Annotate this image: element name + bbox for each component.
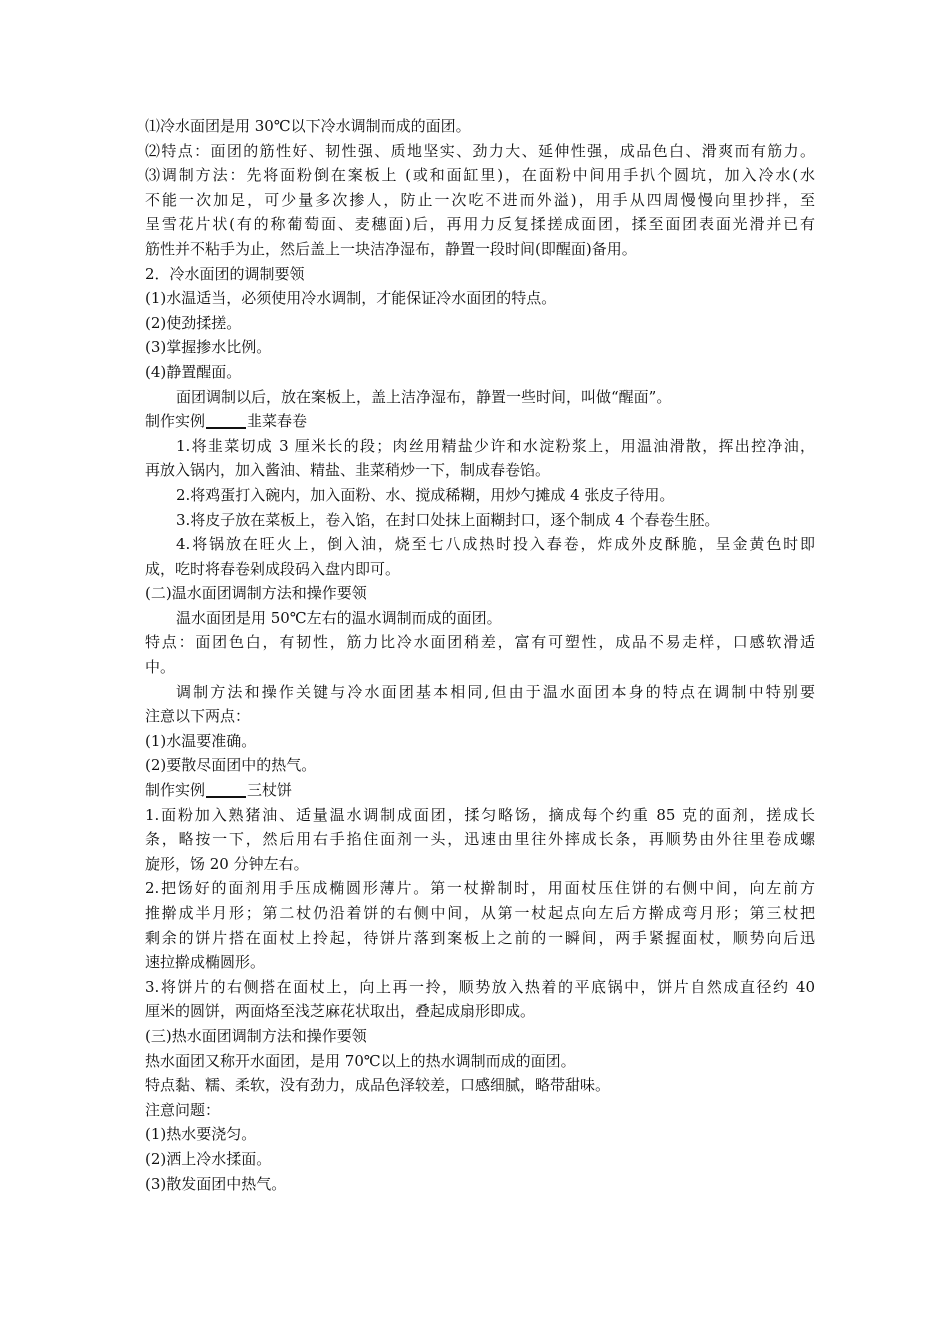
text-line: 面团调制以后，放在案板上，盖上洁净湿布，静置一些时间，叫做“醒面”。 [176, 387, 672, 406]
text-line: ⑴冷水面团是用 30℃以下冷水调制而成的面团。 [145, 117, 471, 135]
example-label: 制作实例 [145, 781, 206, 800]
text-line: 1.将韭菜切成 3 厘米长的段；肉丝用精盐少许和水淀粉浆上，用温油滑散，挥出控净油， [176, 436, 815, 455]
text-line: 3.将皮子放在菜板上，卷入馅，在封口处抹上面糊封口，逐个制成 4 个春卷生胚。 [176, 510, 720, 529]
text-line: (1)水温适当，必须使用冷水调制，才能保证冷水面团的特点。 [145, 289, 557, 308]
text-line: 热水面团又称开水面团，是用 70℃以上的热水调制而成的面团。 [145, 1051, 576, 1070]
text-line: 温水面团是用 50℃左右的温水调制而成的面团。 [176, 608, 502, 627]
text-line: 注意以下两点： [145, 707, 251, 726]
text-line: (2)要散尽面团中的热气。 [145, 756, 317, 775]
text-line: 推擀成半月形；第二杖仍沿着饼的右侧中间，从第一杖起点向左后方擀成弯月形；第三杖把 [145, 904, 815, 922]
section-heading: (二)温水面团调制方法和操作要领 [145, 584, 367, 603]
text-line: 1.面粉加入熟猪油、适量温水调制成面团，揉匀略饧，摘成每个约重 85 克的面剂，搓成长 [145, 805, 815, 824]
example-heading [145, 409, 815, 434]
text-line: (2)使劲揉搓。 [145, 313, 242, 332]
example-heading [145, 778, 815, 803]
example-label: 制作实例 [145, 412, 206, 431]
text-line: 中。 [145, 658, 176, 677]
document-body [145, 114, 815, 1196]
text-line: (3)掌握掺水比例。 [145, 338, 272, 357]
example-title: 三杖饼 [247, 781, 293, 800]
text-line: (4)静置醒面。 [145, 362, 242, 381]
text-line: 不能一次加足，可少量多次掺人，防止一次吃不进而外溢)，用手从四周慢慢向里抄拌，至 [145, 190, 815, 209]
text-line: 特点：面团色白，有韧性，筋力比冷水面团稍差，富有可塑性，成品不易走样，口感软滑适 [145, 633, 815, 652]
example-title: 韭菜春卷 [247, 412, 308, 431]
text-line: 速拉擀成椭圆形。 [145, 953, 266, 972]
text-line: 4.将锅放在旺火上，倒入油，烧至七八成热时投入春卷，炸成外皮酥脆，呈金黄色时即 [176, 535, 815, 554]
text-line: 成，吃时将春卷剁成段码入盘内即可。 [145, 559, 401, 578]
text-line: 注意问题： [145, 1100, 221, 1119]
section-heading: (三)热水面团调制方法和操作要领 [145, 1026, 367, 1045]
text-line: 剩余的饼片搭在面杖上拎起，待饼片落到案板上之前的一瞬间，两手紧握面杖，顺势向后迅 [145, 928, 815, 947]
text-line: ⑶调制方法：先将面粉倒在案板上 (或和面缸里)，在面粉中间用手扒个圆坑，加入冷水(水 [145, 166, 815, 185]
text-line: 条，略按一下，然后用右手掐住面剂一头，迅速由里往外摔成长条，再顺势由外往里卷成螺 [145, 830, 815, 849]
text-line: (3)散发面团中热气。 [145, 1174, 287, 1193]
text-line: 筋性并不粘手为止，然后盖上一块洁净湿布，静置一段时间(即醒面)备用。 [145, 239, 637, 258]
text-line: 调制方法和操作关键与冷水面团基本相同,但由于温水面团本身的特点在调制中特别要 [176, 682, 815, 701]
text-line: (2)洒上冷水揉面。 [145, 1149, 272, 1168]
text-line: 再放入锅内，加入酱油、精盐、韭菜稍炒一下，制成春卷馅。 [145, 461, 551, 480]
text-line: 3.将饼片的右侧搭在面杖上，向上再一拎，顺势放入热着的平底锅中，饼片自然成直径约 40 [145, 977, 815, 996]
text-line: 2.把饧好的面剂用手压成椭圆形薄片。第一杖擀制时，用面杖压住饼的右侧中间，向左前方 [145, 879, 815, 898]
text-line: ⑵特点：面团的筋性好、韧性强、质地坚实、劲力大、延伸性强，成品色白、滑爽而有筋力。 [145, 141, 815, 160]
text-line: 特点黏、糯、柔软，没有劲力，成品色泽较差，口感细腻，略带甜味。 [145, 1076, 611, 1095]
text-line: 厘米的圆饼，两面烙至浅芝麻花状取出，叠起成扇形即成。 [145, 1002, 536, 1021]
underline-blank [206, 427, 246, 429]
text-line: 2.将鸡蛋打入碗内，加入面粉、水、搅成稀糊，用炒勺摊成 4 张皮子待用。 [176, 485, 675, 504]
text-line: (1)水温要准确。 [145, 731, 257, 750]
section-heading: 2．冷水面团的调制要领 [145, 264, 305, 283]
text-line: 旋形，饧 20 分钟左右。 [145, 854, 309, 873]
text-line: (1)热水要浇匀。 [145, 1125, 257, 1144]
underline-blank [206, 796, 246, 798]
text-line: 呈雪花片状(有的称葡萄面、麦穗面)后，再用力反复揉搓成面团，揉至面团表面光滑并已有 [145, 215, 815, 234]
